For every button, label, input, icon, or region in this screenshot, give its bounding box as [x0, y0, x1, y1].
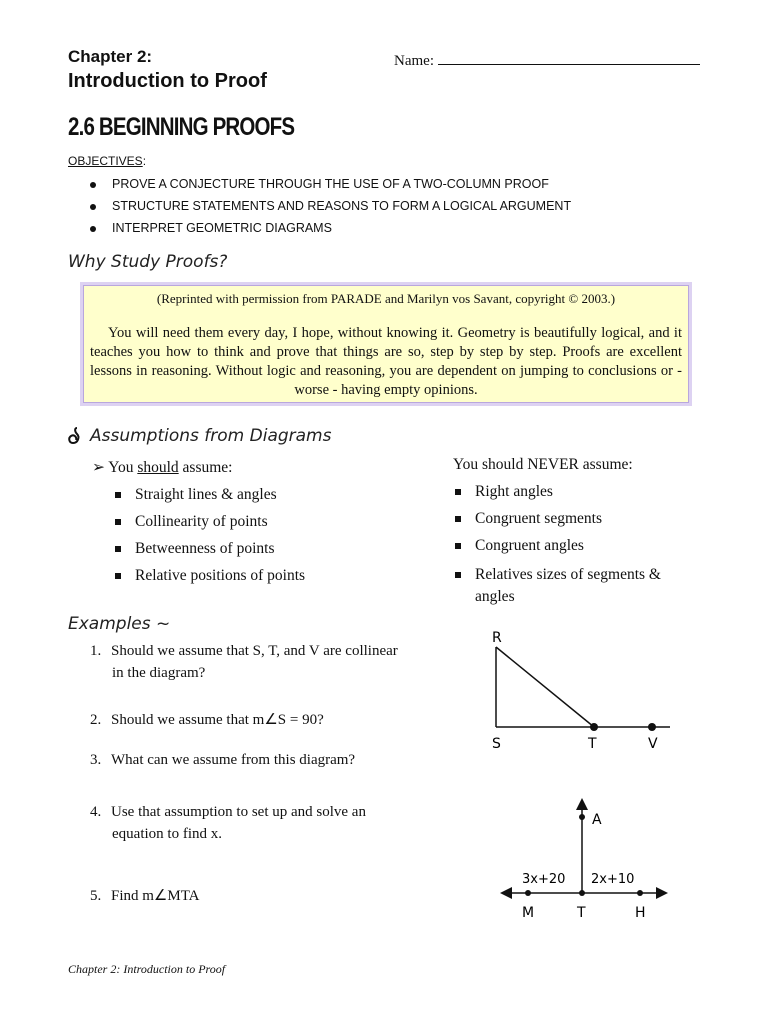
label-right-angle: 2x+10	[591, 872, 635, 887]
should-word: should	[137, 459, 179, 476]
example-text-line1: What can we assume from this diagram?	[111, 752, 356, 768]
square-bullet-icon	[455, 516, 461, 522]
name-field[interactable]	[394, 51, 700, 70]
square-bullet-icon	[455, 572, 461, 578]
should-assume-label	[92, 458, 232, 477]
example-5	[90, 886, 200, 905]
example-4	[90, 801, 366, 845]
label-t: T	[588, 736, 597, 752]
never-item-text: Relatives sizes of segments & angles	[475, 566, 661, 605]
should-item-text: Betweenness of points	[135, 540, 275, 557]
objectives-heading-text: OBJECTIVES	[68, 154, 143, 168]
point-t	[579, 890, 585, 896]
section-title: 2.6 BEGINNING PROOFS	[68, 113, 295, 141]
objective-item	[90, 199, 571, 213]
example-number: 5.	[90, 888, 102, 904]
objective-item	[90, 177, 549, 191]
should-prefix: You	[108, 459, 138, 476]
objectives-heading: OBJECTIVES:	[68, 154, 147, 168]
arrow-bullet-icon: ➢	[92, 459, 109, 476]
example-text-line1: Use that assumption to set up and solve an	[111, 804, 366, 820]
point-v	[648, 723, 656, 731]
why-study-heading: Why Study Proofs?	[68, 252, 228, 272]
point-t	[590, 723, 598, 731]
square-bullet-icon	[115, 573, 121, 579]
objective-text: STRUCTURE STATEMENTS AND REASONS TO FORM A LOGICAL ARGUMENT	[112, 199, 572, 213]
example-3	[90, 752, 355, 769]
example-number: 1.	[90, 643, 102, 659]
square-bullet-icon	[455, 543, 461, 549]
bullet-icon	[90, 226, 96, 232]
never-assume-label: You should NEVER assume:	[453, 456, 633, 473]
quote-text: You will need them every day, I hope, without knowing it. Geometry is beautifully logical, and it teaches you how to think and prove that things are so, step by step by step. Proofs are excellent lessons in reasoning. Without logic and reasoning, you are dependent on jumping to conclusions or - worse - having empty opinions.	[90, 325, 682, 398]
swirl-icon	[66, 425, 82, 445]
should-suffix: assume:	[178, 459, 233, 476]
example-1	[90, 640, 398, 684]
point-h	[637, 890, 643, 896]
examples-heading: Examples ~	[68, 614, 171, 634]
objective-text: PROVE A CONJECTURE THROUGH THE USE OF A TWO-COLUMN PROOF	[112, 177, 549, 191]
example-number: 3.	[90, 752, 102, 768]
should-item	[115, 486, 277, 504]
square-bullet-icon	[455, 489, 461, 495]
example-2	[90, 710, 324, 729]
quote-source: (Reprinted with permission from PARADE and Marilyn vos Savant, copyright © 2003.)	[156, 291, 616, 306]
point-m	[525, 890, 531, 896]
never-item	[455, 537, 584, 555]
example-text-line1: Find m∠MTA	[111, 888, 200, 904]
name-blank-line[interactable]	[438, 51, 700, 65]
never-item	[455, 510, 602, 528]
example-number: 2.	[90, 712, 102, 728]
example-text-line2: equation to find x.	[112, 826, 222, 842]
never-item-text: Congruent angles	[475, 537, 584, 554]
example-text-line1: Should we assume that m∠S = 90?	[111, 712, 324, 728]
label-t: T	[577, 905, 586, 921]
example-text-line2: in the diagram?	[112, 665, 206, 681]
bullet-icon	[90, 204, 96, 210]
objective-item	[90, 221, 332, 235]
should-item	[115, 567, 305, 585]
chapter-subtitle: Introduction to Proof	[68, 70, 267, 92]
point-a	[579, 814, 585, 820]
never-item-text: Right angles	[475, 483, 553, 500]
quote-box	[83, 285, 689, 403]
should-item	[115, 513, 268, 531]
never-item-text: Congruent segments	[475, 510, 602, 527]
chapter-label: Chapter 2:	[68, 47, 153, 66]
never-item	[455, 564, 695, 608]
should-item-text: Relative positions of points	[135, 567, 306, 584]
angle-diagram	[495, 795, 675, 925]
label-left-angle: 3x+20	[522, 872, 566, 887]
square-bullet-icon	[115, 519, 121, 525]
footer-text: Chapter 2: Introduction to Proof	[68, 962, 226, 976]
example-number: 4.	[90, 804, 102, 820]
label-r: R	[492, 630, 502, 646]
assumptions-section-marker	[66, 425, 82, 450]
name-label: Name:	[394, 53, 434, 69]
should-item-text: Straight lines & angles	[135, 486, 277, 503]
example-text-line1: Should we assume that S, T, and V are collinear	[111, 643, 398, 659]
label-s: S	[492, 736, 501, 752]
label-a: A	[592, 812, 602, 828]
segment-rt	[496, 647, 594, 727]
should-item-text: Collinearity of points	[135, 513, 268, 530]
bullet-icon	[90, 182, 96, 188]
should-item	[115, 540, 274, 558]
objective-text: INTERPRET GEOMETRIC DIAGRAMS	[112, 221, 332, 235]
label-m: M	[522, 905, 535, 921]
triangle-diagram	[480, 625, 690, 755]
square-bullet-icon	[115, 546, 121, 552]
never-item	[455, 483, 553, 501]
assumptions-heading: Assumptions from Diagrams	[90, 426, 332, 446]
label-v: V	[648, 736, 658, 752]
square-bullet-icon	[115, 492, 121, 498]
label-h: H	[635, 905, 646, 921]
